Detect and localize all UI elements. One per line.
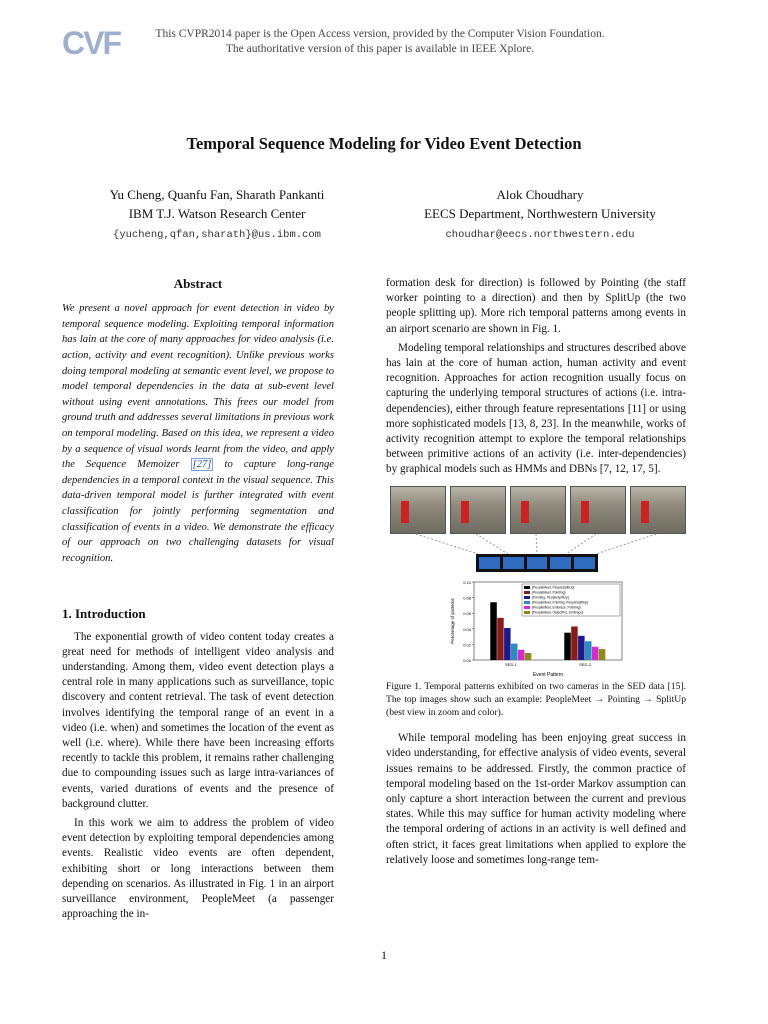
open-access-notice xyxy=(120,27,640,57)
x-tick-label: SED-2 xyxy=(579,661,591,667)
bar xyxy=(504,628,511,660)
left-column xyxy=(62,276,334,926)
legend-entry: {PeopleMeet, ObjectPut, Embrace} xyxy=(532,610,584,615)
author-names: Yu Cheng, Quanfu Fan, Sharath Pankanti xyxy=(109,187,325,202)
author-affiliation: EECS Department, Northwestern University xyxy=(424,206,656,221)
temporal-pattern-bar-chart xyxy=(446,578,626,678)
y-tick-label: 0.00 xyxy=(463,657,471,663)
legend-swatch xyxy=(524,596,530,599)
right-paragraph-3: While temporal modeling has been enjoying great success in video understanding, for effective analysis of video events, several issues remains to be addressed. Firstly, the common practice of temporal modeling based on the 1st-order Markov assumption can only capture a short interaction between the current and previous states. While this may suffice for human activity modeling where the temporal ordering of actions in an activity is well defined and often strict, it faces great limitations when applied to explore the relatively loose and sometimes long-range tem- xyxy=(386,732,686,866)
y-axis-label: Percentage of patterns xyxy=(450,597,455,644)
legend-swatch xyxy=(524,591,530,594)
author-block-northwestern xyxy=(370,185,710,245)
right-paragraph-1: formation desk for direction) is followed by Pointing (the staff worker pointing to a direction) and then by SplitUp (the two people splitting up). More rich temporal patterns among events in an airport scenario are shown in Fig. 1. xyxy=(386,277,686,335)
bar xyxy=(511,643,518,659)
notice-line-2: The authoritative version of this paper is available in IEEE Xplore. xyxy=(225,43,535,55)
y-tick-label: 0.02 xyxy=(463,642,471,648)
paper-title: Temporal Sequence Modeling for Video Event Detection xyxy=(186,134,582,153)
legend-entry: {PeopleMeet, PeopleSplitUp} xyxy=(532,585,575,590)
right-column xyxy=(386,276,686,872)
citation-link[interactable]: [27] xyxy=(192,459,212,471)
legend-swatch xyxy=(524,606,530,609)
x-axis-label: Event Pattern xyxy=(532,671,564,678)
svg-text:CVF: CVF xyxy=(62,25,120,61)
author-names: Alok Choudhary xyxy=(496,187,584,202)
author-email: choudhar@eecs.northwestern.edu xyxy=(445,229,635,241)
bar xyxy=(518,650,525,660)
legend-swatch xyxy=(524,611,530,614)
x-tick-label: SED-1 xyxy=(505,661,517,667)
intro-paragraph-1: The exponential growth of video content today creates a great need for methods of intelligent video analysis and understanding. Among them, video event detection plays a central role in many applications such as surveillance, topic discovery and content retrieval. The task of event detection involves identifying the temporal range of an event in a video (i.e. when) and sometimes the location of the event as well (i.e. where). While there have been increasing efforts recently to tackle this problem, it remains rather challenging due to compounding issues such as large intra-variances of events, varied durations of events and the presence of background clutter. xyxy=(62,630,334,810)
bar xyxy=(490,602,497,660)
y-tick-label: 0.04 xyxy=(463,626,471,632)
filmstrip xyxy=(476,554,598,572)
bar xyxy=(497,618,504,660)
legend-entry: {PeopleMeet, Embrace, Pointing} xyxy=(532,605,581,610)
y-tick-label: 0.08 xyxy=(463,595,471,601)
bar xyxy=(592,646,599,659)
cvf-logo xyxy=(62,22,122,64)
notice-line-1: This CVPR2014 paper is the Open Access version, provided by the Computer Vision Foundation. xyxy=(155,28,605,40)
bar xyxy=(571,626,578,660)
right-paragraph-2: Modeling temporal relationships and structures described above has lain at the core of human action, human activity and event recognition. Approaches for action recognition usually focus on capturing the underlying temporal structures of actions (i.e. intra-dependencies), either through feature representations [11] or using more sophisticated models [13, 8, 23]. In the meanwhile, works of activity recognition attempt to explore the temporal relationships between primitive actions of an activity (i.e. inter-dependencies) by graphical models such as HMMs and DBNs [7, 12, 17, 5]. xyxy=(386,341,686,476)
abstract-text-a: We present a novel approach for event detection in video by temporal sequence modeling. Exploiting temporal information has lain at the core of many approaches for video analysis (i.e. action, activity and event recognition). Unlike previous works doing temporal modeling at semantic event level, we propose to model temporal dependencies in the data at sub-event level without using event annotations. This frees our model from ground truth and addresses several limitations in previous work on temporal modeling. Based on this idea, we represent a video by a sequence of visual words learnt from the video, and apply the Sequence Memoizer xyxy=(62,303,334,471)
abstract-heading: Abstract xyxy=(173,276,223,291)
legend-entry: {PeopleMeet, Pointing, PeopleSplitUp} xyxy=(532,600,589,605)
author-email: {yucheng,qfan,sharath}@us.ibm.com xyxy=(113,229,321,241)
figure-1 xyxy=(386,486,686,676)
legend-swatch xyxy=(524,586,530,589)
bar xyxy=(585,641,592,660)
bar xyxy=(564,632,571,659)
legend-entry: {Pointing, PeopleSplitUp} xyxy=(532,595,569,600)
bar xyxy=(525,653,532,660)
bar xyxy=(599,649,606,660)
legend-swatch xyxy=(524,601,530,604)
author-affiliation: IBM T.J. Watson Research Center xyxy=(128,206,306,221)
figure-1-caption: Figure 1. Temporal patterns exhibited on two cameras in the SED data [15]. The top images show such an example: PeopleMeet → Pointing → SplitUp (best view in zoom and color). xyxy=(386,680,686,719)
y-tick-label: 0.10 xyxy=(463,579,471,585)
page-number: 1 xyxy=(381,948,387,962)
abstract-text-b: to capture long-range dependencies in a temporal context in the visual sequence. This data-driven temporal model is further integrated with event classification for jointly performing segmentation and classification of events in a video. We demonstrate the efficacy of our approach on two challenging datasets for visual recognition. xyxy=(62,459,335,564)
author-block-ibm xyxy=(62,185,372,245)
intro-paragraph-2: In this work we aim to address the problem of video event detection by exploiting temporal dependencies among events. Realistic video events are often dependent, exhibiting short or long interactions between them depending on scenarios. As illustrated in Fig. 1 in an airport surveillance environment, PeopleMeet (a passenger approaching the in- xyxy=(62,816,334,921)
y-tick-label: 0.06 xyxy=(463,610,471,616)
bar xyxy=(578,635,585,659)
section-heading-introduction: 1. Introduction xyxy=(62,606,146,622)
abstract-text xyxy=(62,301,334,566)
legend-entry: {PeopleMeet, Pointing} xyxy=(532,590,566,595)
